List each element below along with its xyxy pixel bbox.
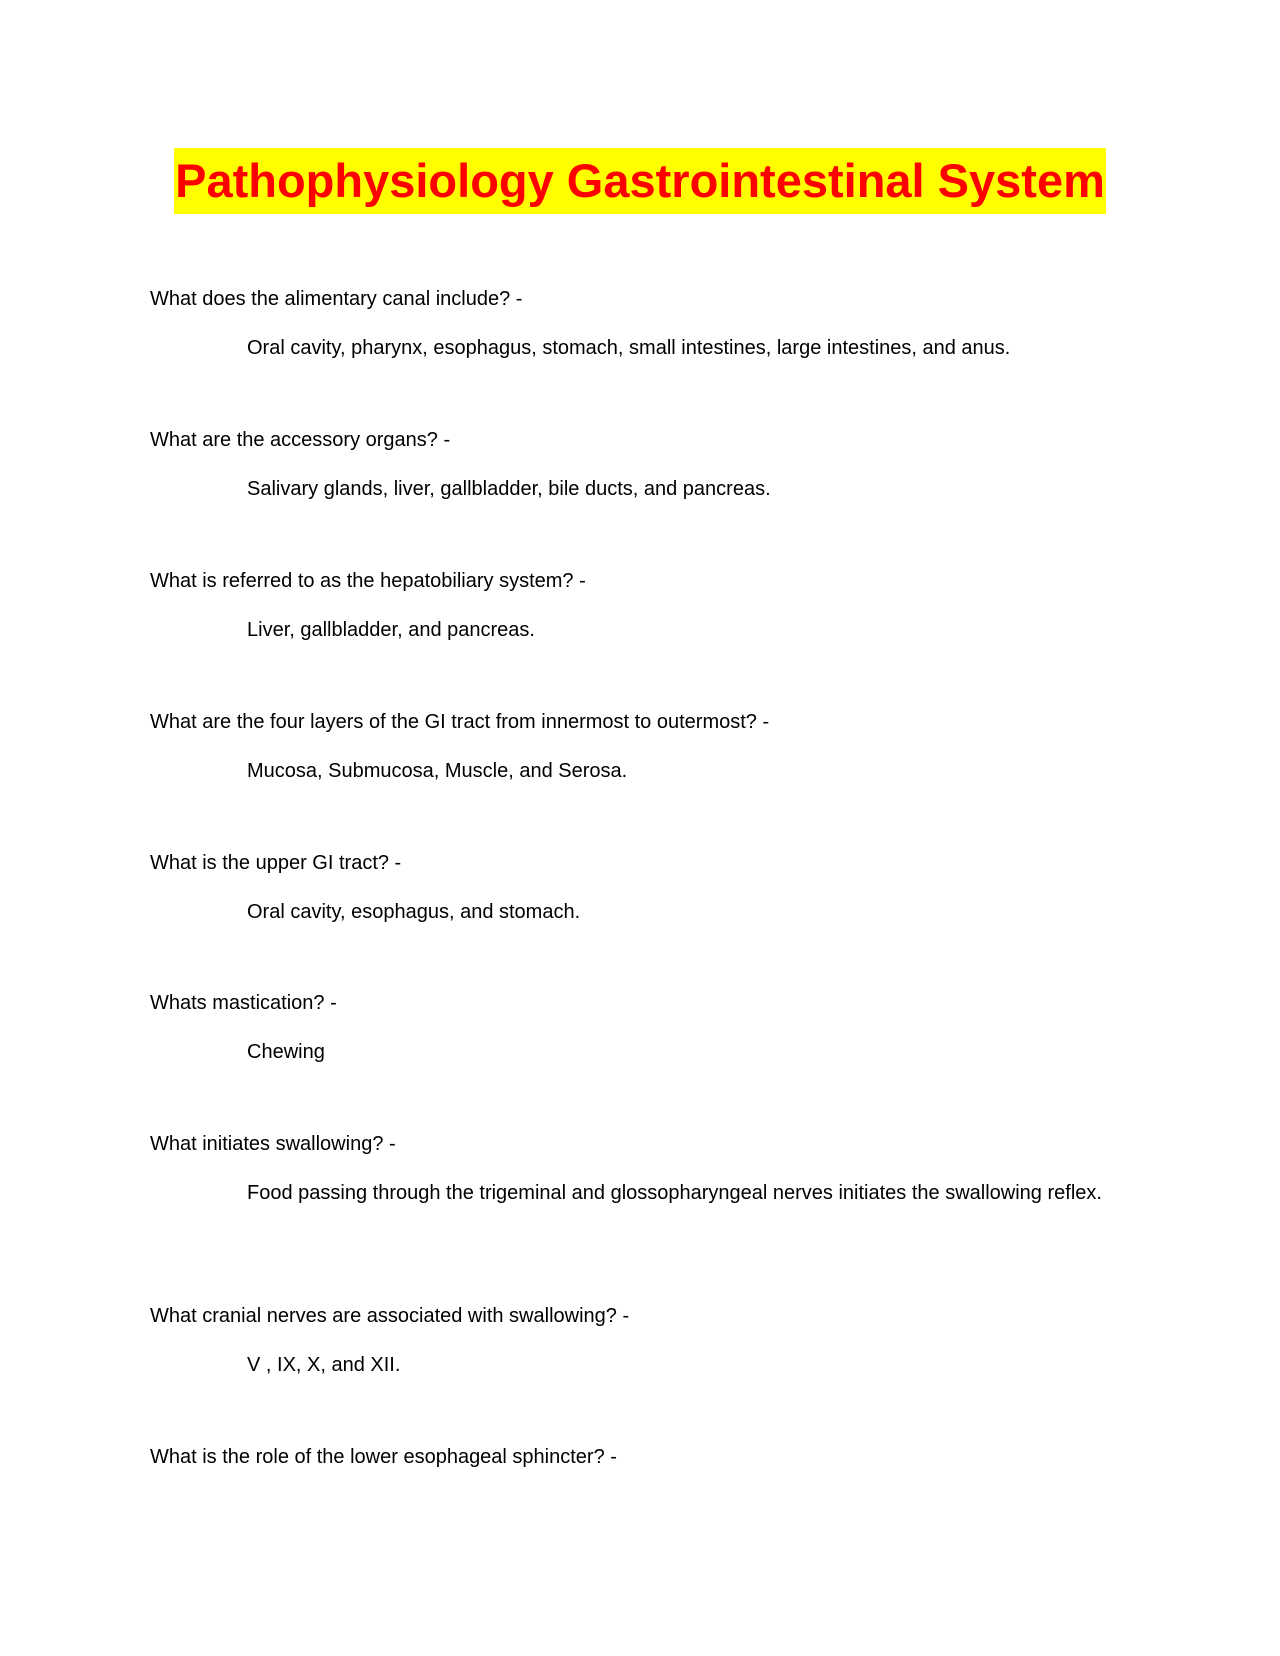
answer-text: Food passing through the trigeminal and glossopharyngeal nerves initiates the swallowing reflex.: [247, 1182, 1102, 1204]
qa-item: [150, 427, 1110, 504]
question-text: Whats mastication? -: [150, 992, 337, 1014]
question-text: What is the upper GI tract? -: [150, 852, 402, 874]
answer-text: Oral cavity, pharynx, esophagus, stomach, small intestines, large intestines, and anus.: [247, 337, 1011, 359]
question-text: What are the accessory organs? -: [150, 429, 451, 451]
answer-text: Salivary glands, liver, gallbladder, bile ducts, and pancreas.: [247, 478, 771, 500]
question-text: What is the role of the lower esophageal sphincter? -: [150, 1446, 617, 1468]
question-text: What initiates swallowing? -: [150, 1133, 396, 1155]
title-container: [0, 148, 1280, 214]
answer-text: Mucosa, Submucosa, Muscle, and Serosa.: [247, 760, 628, 782]
qa-item: [150, 709, 1110, 786]
qa-item: [150, 568, 1110, 645]
question-text: What are the four layers of the GI tract from innermost to outermost? -: [150, 711, 770, 733]
question-text: What cranial nerves are associated with swallowing? -: [150, 1305, 630, 1327]
qa-item: [150, 1303, 1110, 1380]
answer-text: Chewing: [247, 1041, 325, 1063]
qa-item: [150, 850, 1110, 927]
qa-item: [150, 990, 1110, 1067]
answer-text: V , IX, X, and XII.: [247, 1354, 401, 1376]
question-text: What does the alimentary canal include? -: [150, 288, 523, 310]
answer-text: Liver, gallbladder, and pancreas.: [247, 619, 535, 641]
page-title: Pathophysiology Gastrointestinal System: [174, 148, 1106, 214]
qa-item: [150, 1131, 1110, 1208]
qa-item: [150, 1444, 1110, 1470]
question-text: What is referred to as the hepatobiliary system? -: [150, 570, 586, 592]
answer-text: Oral cavity, esophagus, and stomach.: [247, 901, 581, 923]
qa-item: [150, 286, 1110, 363]
